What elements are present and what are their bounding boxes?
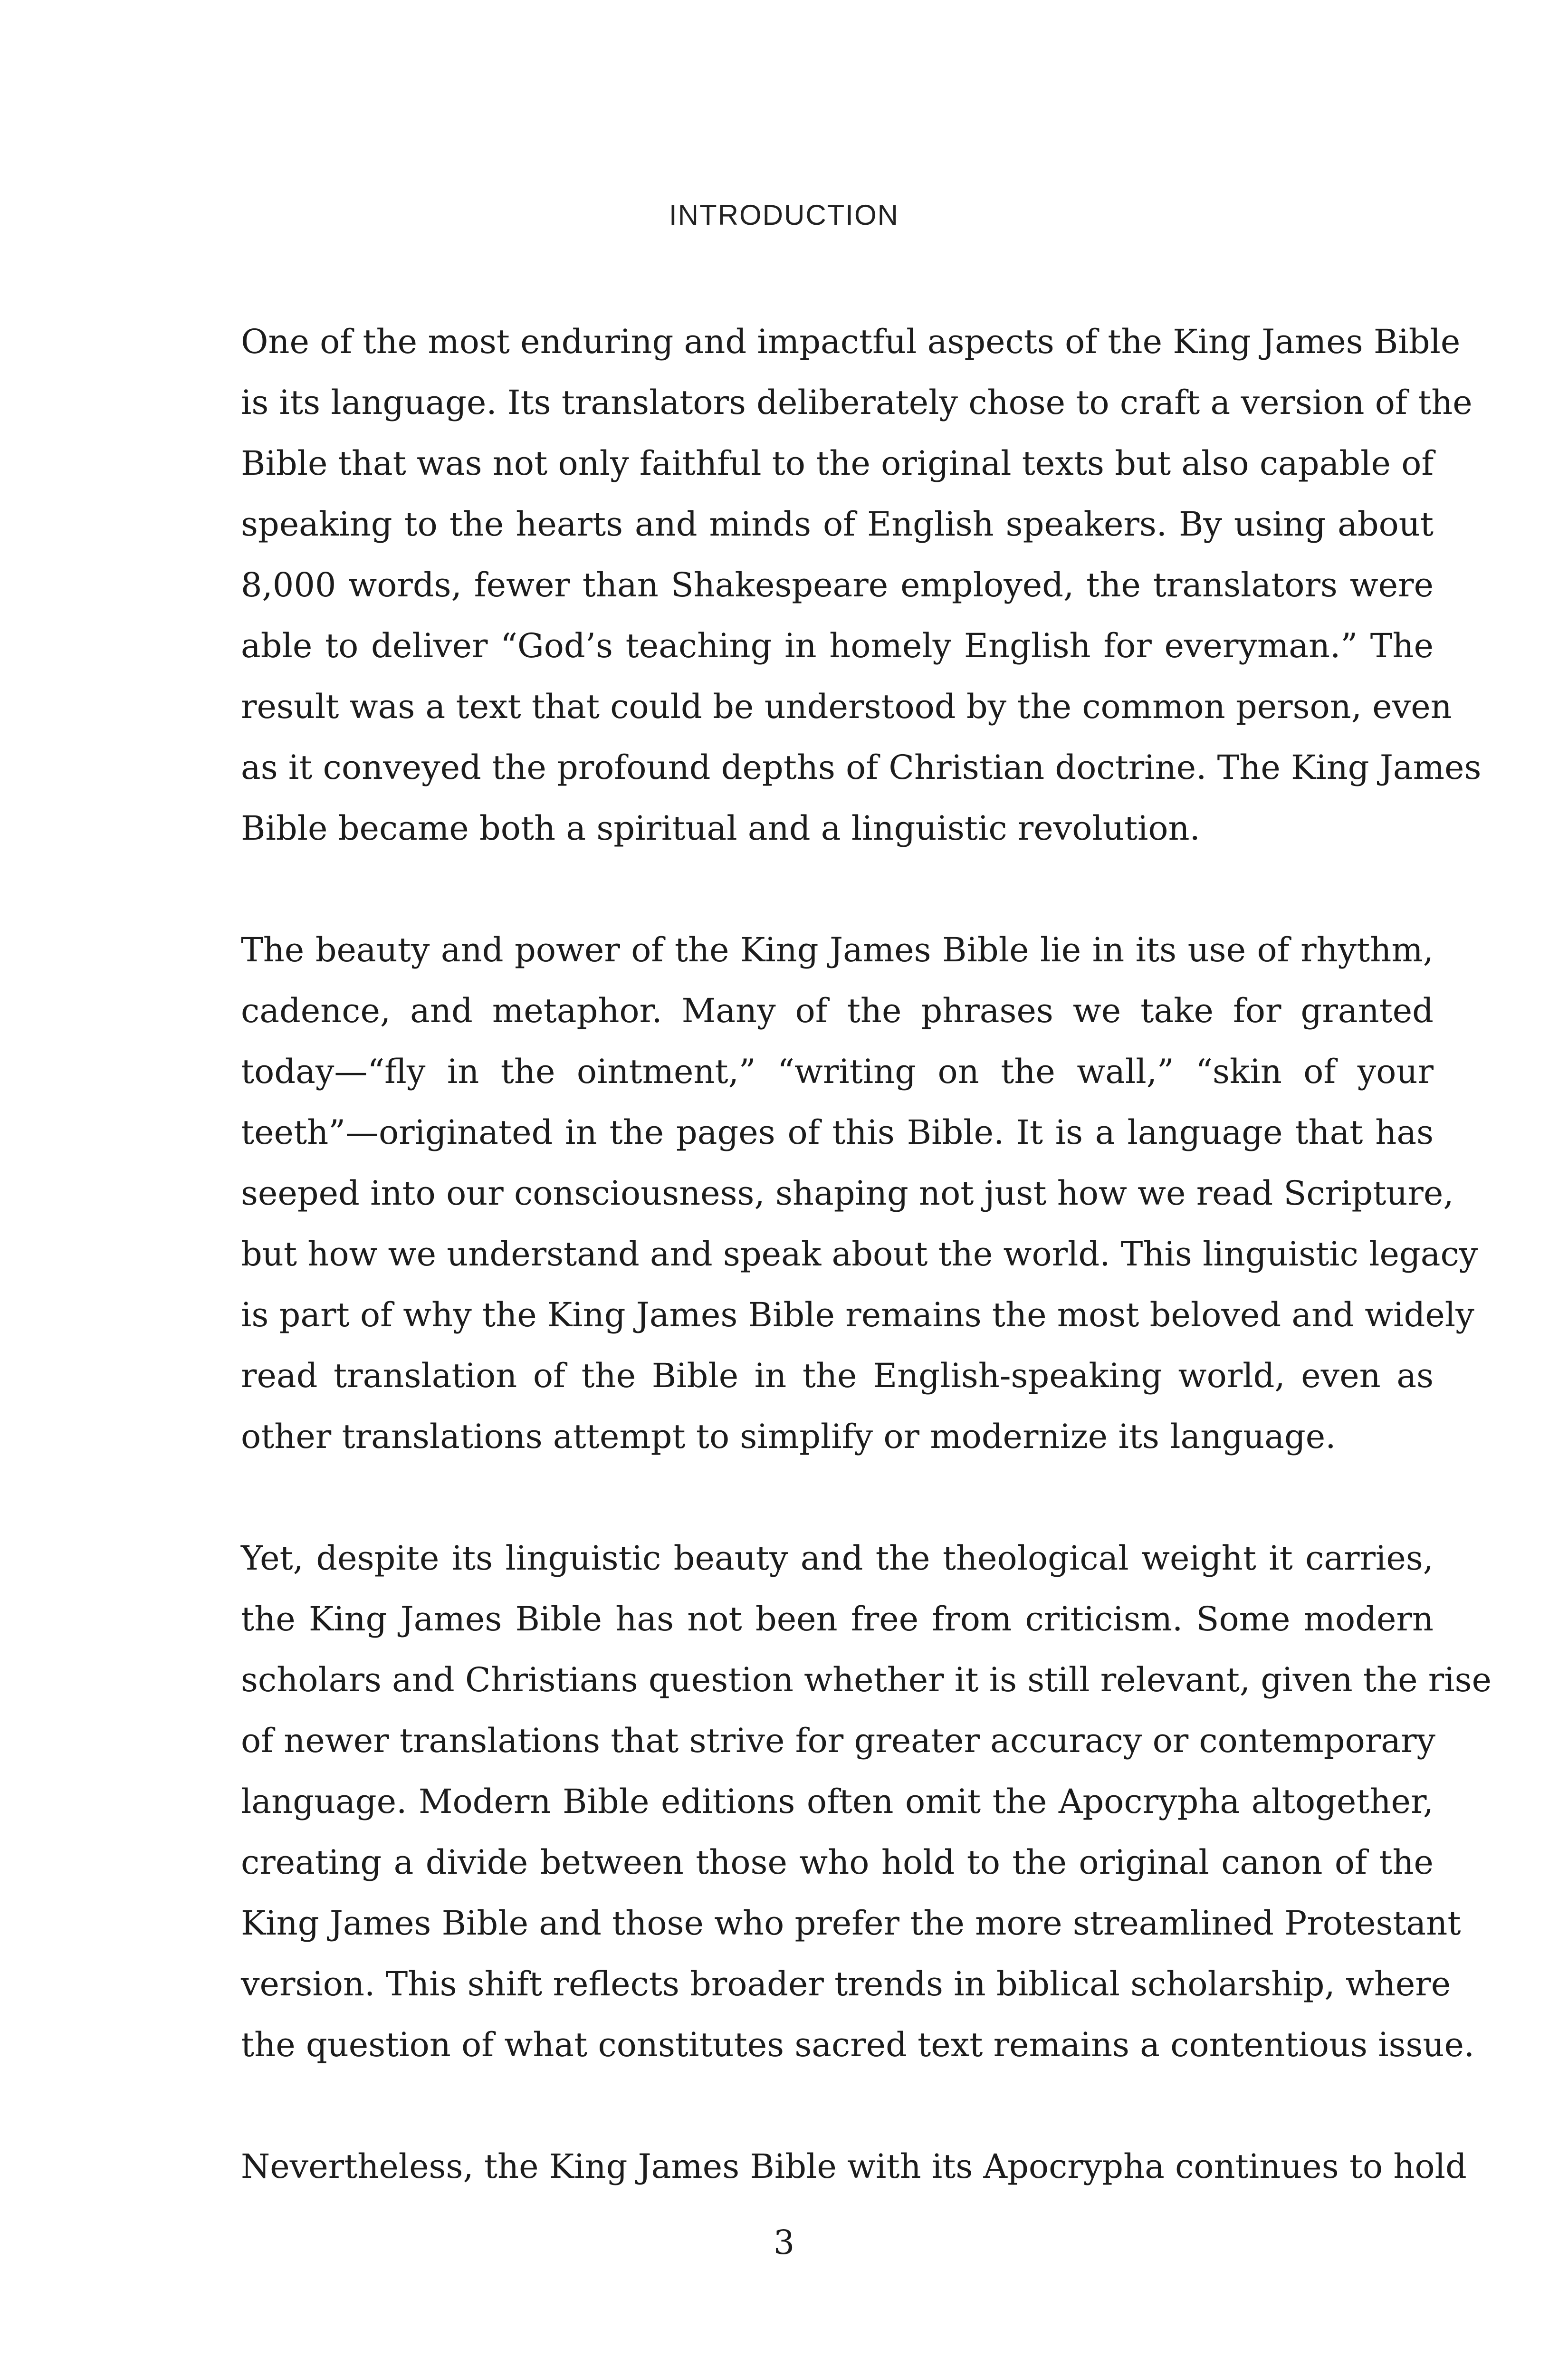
text-line: Nevertheless, the King James Bible with its Apocrypha continues to hold [241,2147,1467,2186]
running-head: INTRODUCTION [669,199,899,231]
text-line: of newer translations that strive for greater accuracy or contemporary [241,1721,1435,1760]
text-line: teeth”—originated in the pages of this Bible. It is a language that has [241,1113,1434,1152]
text-line: seeped into our consciousness, shaping not just how we read Scripture, [241,1174,1454,1213]
text-line: The beauty and power of the King James Bible lie in its use of rhythm, [241,930,1434,969]
text-line: 8,000 words, fewer than Shakespeare employed, the translators were [241,565,1434,604]
text-line: language. Modern Bible editions often omit the Apocrypha altogether, [241,1782,1434,1821]
paragraph-2 [241,920,1478,1467]
text-line: Bible became both a spiritual and a linguistic revolution. [241,809,1200,848]
text-line: but how we understand and speak about the world. This linguistic legacy [241,1235,1478,1274]
text-line: creating a divide between those who hold to the original canon of the [241,1843,1434,1882]
paragraph-4 [241,2136,1467,2197]
text-line: version. This shift reflects broader trends in biblical scholarship, where [241,1964,1451,2003]
text-line: Yet, despite its linguistic beauty and the theological weight it carries, [241,1539,1434,1578]
page-number: 3 [773,2223,795,2262]
text-line: read translation of the Bible in the English-speaking world, even as [241,1356,1434,1395]
text-line: Bible that was not only faithful to the original texts but also capable of [241,444,1434,483]
text-line: is part of why the King James Bible remains the most beloved and widely [241,1295,1474,1334]
text-line: today—“fly in the ointment,” “writing on the wall,” “skin of your [241,1052,1434,1091]
body-text [241,311,1492,2258]
text-line: able to deliver “God’s teaching in homely English for everyman.” The [241,626,1434,665]
text-line: cadence, and metaphor. Many of the phrases we take for granted [241,991,1434,1030]
text-line: other translations attempt to simplify or modernize its language. [241,1417,1336,1456]
text-line: scholars and Christians question whether it is still relevant, given the rise [241,1660,1492,1699]
text-line: is its language. Its translators deliberately chose to craft a version of the [241,383,1472,422]
text-line: the King James Bible has not been free from criticism. Some modern [241,1600,1434,1638]
paragraph-3 [241,1528,1492,2075]
text-line: result was a text that could be understood by the common person, even [241,687,1452,726]
text-line: One of the most enduring and impactful aspects of the King James Bible [241,322,1461,361]
text-line: speaking to the hearts and minds of English speakers. By using about [241,505,1434,544]
text-line: the question of what constitutes sacred text remains a contentious issue. [241,2025,1475,2064]
paragraph-1 [241,311,1482,859]
text-line: as it conveyed the profound depths of Christian doctrine. The King James [241,748,1482,787]
text-line: King James Bible and those who prefer the more streamlined Protestant [241,1904,1461,1943]
